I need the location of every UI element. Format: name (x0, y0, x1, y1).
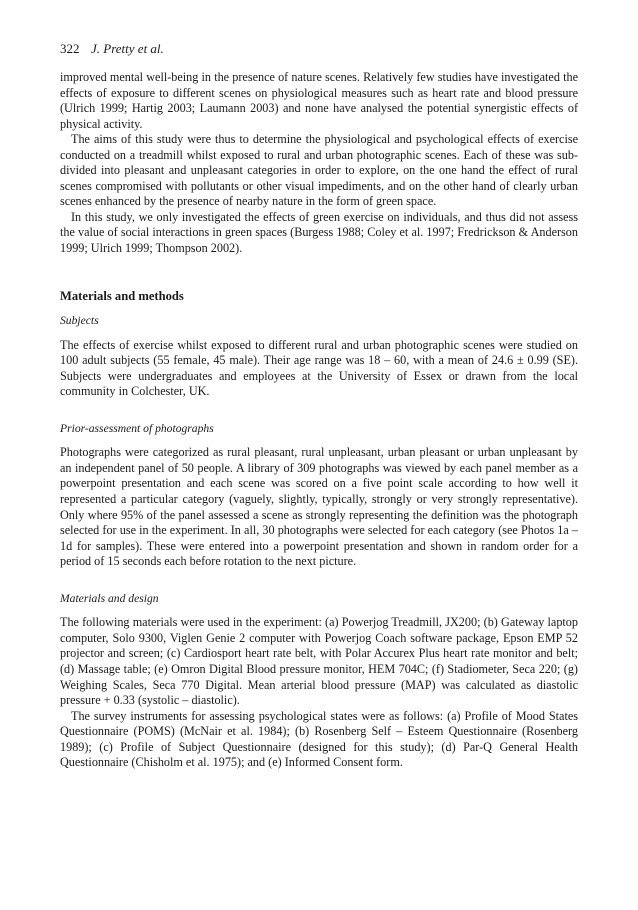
page-header (60, 41, 164, 57)
prior-assessment-paragraph: Photographs were categorized as rural pleasant, rural unpleasant, urban pleasant or urban unpleasant by an independent panel of 50 people. A library of 309 photographs was viewed by each panel member as a powerpoint presentation and each scene was scored on a five point scale according to how well it represented a particular category (vaguely, slightly, typically, strongly or very strongly representative). Only where 95% of the panel assessed a scene as strongly representing the definition was the photograph selected for use in the experiment. In all, 30 photographs were selected for each category (see Photos 1a – 1d for samples). These were entered into a powerpoint presentation and shown in random order for a period of 15 seconds each before rotation to the next picture. (60, 445, 578, 569)
materials-design-heading: Materials and design (60, 591, 159, 605)
page-number: 322 (60, 41, 80, 56)
subjects-paragraph: The effects of exercise whilst exposed to different rural and urban photographic scenes were studied on 100 adult subjects (55 female, 45 male). Their age range was 18 – 60, with a mean of 24.6 ± 0.99 (SE). Subjects were undergraduates and employees at the University of Essex or drawn from the local community in Colchester, UK. (60, 337, 578, 399)
body-text (60, 70, 578, 771)
intro-paragraph-2: The aims of this study were thus to determine the physiological and psychological effects of exercise conducted on a treadmill whilst exposed to rural and urban photographic scenes. Each of these was sub-divided into pleasant and unpleasant categories in order to explore, on the one hand the effect of rural scenes compromised with pollutants or other visual impediments, and on the other hand of clearly urban scenes enhanced by the presence of nearby nature in the form of green space. (60, 132, 578, 209)
running-head: J. Pretty et al. (91, 41, 164, 56)
materials-paragraph: The following materials were used in the experiment: (a) Powerjog Treadmill, JX200; (b) Gateway laptop computer, Solo 9300, Viglen Genie 2 computer with Powerjog Coach software package, Epson EMP 52 projector and screen; (c) Cardiosport heart rate belt, with Polar Accurex Plus heart rate monitor and belt; (d) Massage table; (e) Omron Digital Blood pressure monitor, HEM 704C; (f) Stadiometer, Seca 220; (g) Weighing Scales, Seca 770 Digital. Mean arterial blood pressure (MAP) was calculated as diastolic pressure + 0.33 (systolic – diastolic). (60, 615, 578, 708)
section-title: Materials and methods (60, 288, 184, 303)
intro-paragraph-3: In this study, we only investigated the effects of green exercise on individuals, and thus did not assess the value of social interactions in green spaces (Burgess 1988; Coley et al. 1997; Fredrickson & Anderson 1999; Ulrich 1999; Thompson 2002). (60, 209, 578, 256)
intro-paragraph-1: improved mental well-being in the presence of nature scenes. Relatively few studies have investigated the effects of exposure to different scenes on physiological measures such as heart rate and blood pressure (Ulrich 1999; Hartig 2003; Laumann 2003) and none have analysed the potential synergistic effects of physical activity. (60, 70, 578, 131)
prior-assessment-heading: Prior-assessment of photographs (60, 421, 214, 435)
instruments-paragraph: The survey instruments for assessing psychological states were as follows: (a) Profile of Mood States Questionnaire (POMS) (McNair et al. 1984); (b) Rosenberg Self – Esteem Questionnaire (Rosenberg 1989); (c) Profile of Subject Questionnaire (designed for this study); (d) Par-Q General Health Questionnaire (Chisholm et al. 1975); and (e) Informed Consent form. (60, 708, 578, 770)
subjects-heading: Subjects (60, 314, 99, 328)
